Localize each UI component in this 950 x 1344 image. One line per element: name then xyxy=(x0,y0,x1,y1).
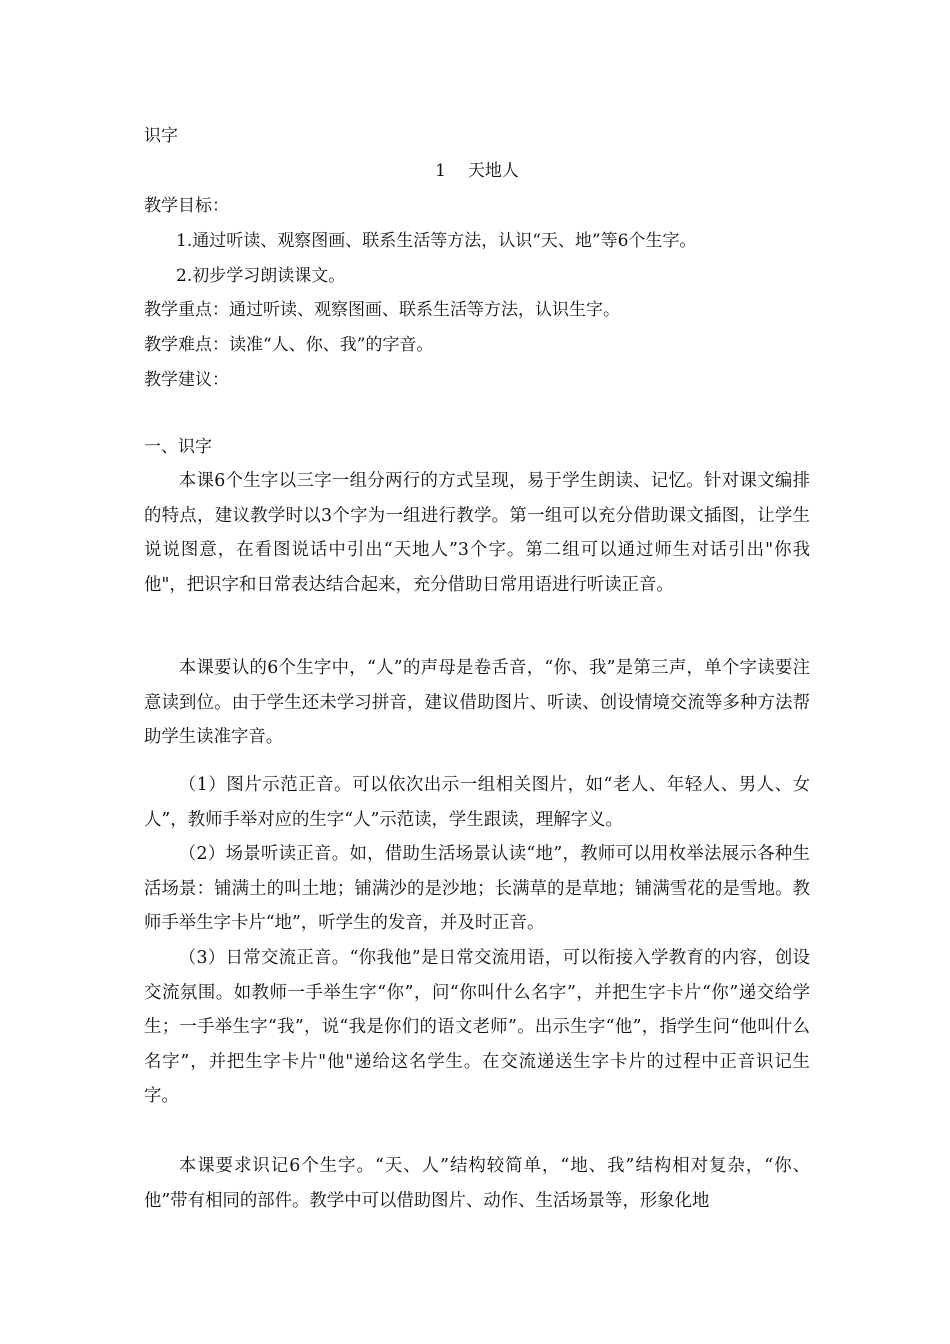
body-paragraph: 本课6个生字以三字一组分两行的方式呈现，易于学生朗读、记忆。针对课文编排的特点，建议教学时以3个字为一组进行教学。第一组可以充分借助课文插图，让学生说说图意，在看图说话中引出“天地人”3个字。第二组可以通过师生对话引出"你我他"，把识字和日常表达结合起来，充分借助日常用语进行听读正音。 xyxy=(144,471,810,595)
goal-item: 2.初步学习朗读课文。 xyxy=(176,266,346,286)
body-paragraph: （3）日常交流正音。“你我他”是日常交流用语，可以衔接入学教育的内容，创设交流氛围。如教师一手举生字“你”，问“你叫什么名字”，并把生字卡片“你”递交给学生；一手举生字“我”，说“我是你们的语文老师”。出示生字“他”，指学生问“他叫什么名字”，并把生字卡片"他"递给这名学生。在交流递送生字卡片的过程中正音识记生字。 xyxy=(144,948,810,1107)
lesson-number: 1 xyxy=(435,161,446,181)
goal-item: 1.通过听读、观察图画、联系生活等方法，认识“天、地”等6个生字。 xyxy=(176,231,697,251)
sub-heading: 一、识字 xyxy=(144,437,212,457)
lesson-title-text: 天地人 xyxy=(467,161,519,181)
section-label: 识字 xyxy=(144,126,178,146)
difficulty: 教学难点：读准“人、你、我”的字音。 xyxy=(144,335,434,355)
body-paragraph: （1）图片示范正音。可以依次出示一组相关图片，如“老人、年轻人、男人、女人”，教师手举对应的生字“人”示范读，学生跟读，理解字义。 xyxy=(144,775,810,830)
body-paragraph: 本课要求识记6个生字。“天、人”结构较简单，“地、我”结构相对复杂，“你、他”带有相同的部件。教学中可以借助图片、动作、生活场景等，形象化地 xyxy=(144,1156,810,1211)
goals-label: 教学目标： xyxy=(144,196,229,216)
body-paragraph: 本课要认的6个生字中，“人”的声母是卷舌音，“你、我”是第三声，单个字读要注意读到位。由于学生还未学习拼音，建议借助图片、听读、创设情境交流等多种方法帮助学生读准字音。 xyxy=(144,658,810,748)
advice-label: 教学建议： xyxy=(144,370,229,390)
key-point: 教学重点：通过听读、观察图画、联系生活等方法，认识生字。 xyxy=(144,300,620,320)
lesson-title xyxy=(144,159,810,184)
body-paragraph: （2）场景听读正音。如，借助生活场景认读“地”，教师可以用枚举法展示各种生活场景：铺满土的叫土地；铺满沙的是沙地；长满草的是草地；铺满雪花的是雪地。教师手举生字卡片“地”，听学生的发音，并及时正音。 xyxy=(144,844,810,934)
